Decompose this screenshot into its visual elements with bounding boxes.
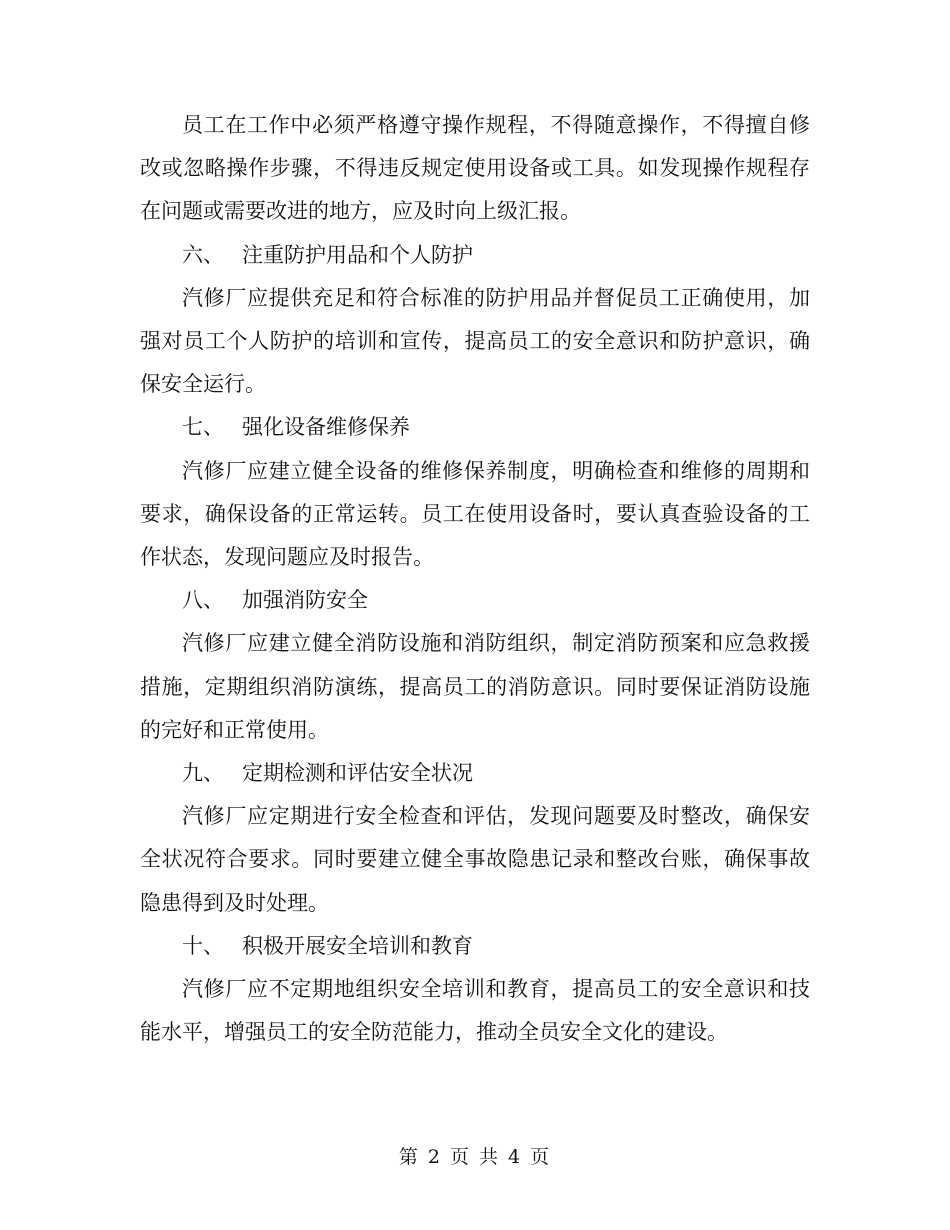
section-title: 积极开展安全培训和教育 <box>242 933 473 958</box>
section-title: 加强消防安全 <box>242 588 368 613</box>
body-paragraph: 汽修厂应定期进行安全检查和评估，发现问题要及时整改，确保安全状况符合要求。同时要建立健全事故隐患记录和整改台账，确保事故隐患得到及时处理。 <box>140 804 810 915</box>
section-title: 强化设备维修保养 <box>242 415 410 440</box>
section-heading-8 <box>140 579 810 622</box>
section-number: 七、 <box>182 415 224 440</box>
section-number: 六、 <box>182 242 224 267</box>
section-number: 十、 <box>182 933 224 958</box>
section-title: 注重防护用品和个人防护 <box>242 242 473 267</box>
section-heading-10 <box>140 925 810 968</box>
section-number: 八、 <box>182 588 224 613</box>
body-paragraph: 汽修厂应建立健全设备的维修保养制度，明确检查和维修的周期和要求，确保设备的正常运转。员工在使用设备时，要认真查验设备的工作状态，发现问题应及时报告。 <box>140 458 810 570</box>
page-number-footer: 第 2 页 共 4 页 <box>398 1146 552 1168</box>
body-paragraph: 汽修厂应不定期地组织安全培训和教育，提高员工的安全意识和技能水平，增强员工的安全防范能力，推动全员安全文化的建设。 <box>140 977 810 1045</box>
body-paragraph: 汽修厂应提供充足和符合标准的防护用品并督促员工正确使用，加强对员工个人防护的培训和宣传，提高员工的安全意识和防护意识，确保安全运行。 <box>140 285 810 397</box>
body-paragraph: 员工在工作中必须严格遵守操作规程，不得随意操作，不得擅自修改或忽略操作步骤，不得违反规定使用设备或工具。如发现操作规程存在问题或需要改进的地方，应及时向上级汇报。 <box>140 113 810 224</box>
section-heading-7 <box>140 406 810 449</box>
section-title: 定期检测和评估安全状况 <box>242 761 473 786</box>
section-heading-6 <box>140 234 810 277</box>
section-number: 九、 <box>182 761 224 786</box>
document-body <box>140 104 810 1054</box>
body-paragraph: 汽修厂应建立健全消防设施和消防组织，制定消防预案和应急救援措施，定期组织消防演练，提高员工的消防意识。同时要保证消防设施的完好和正常使用。 <box>140 631 810 742</box>
section-heading-9 <box>140 752 810 795</box>
